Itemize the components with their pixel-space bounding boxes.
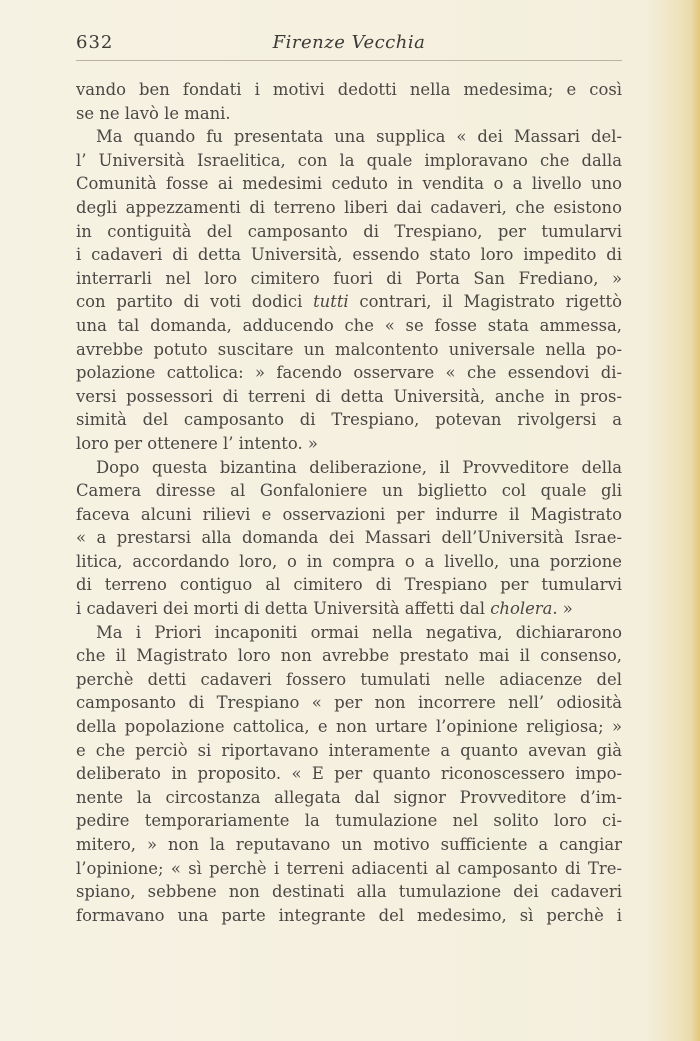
text-line	[76, 361, 622, 385]
paragraph	[76, 78, 622, 125]
text-line	[76, 479, 622, 503]
text-run: mitero, » non la reputavano un motivo sufficiente a cangiar	[76, 835, 622, 854]
text-line	[76, 621, 622, 645]
text-run: interrarli nel loro cimitero fuori di Porta San Frediano, »	[76, 268, 622, 288]
text-line	[76, 503, 622, 527]
text-run: l’opinione; « sì perchè i terreni adiacenti al camposanto di Tre-	[76, 858, 622, 878]
running-title: Firenze Vecchia	[272, 32, 426, 53]
text-line	[76, 526, 622, 550]
text-run: simità del camposanto di Trespiano, potevan rivolgersi a	[76, 410, 622, 430]
text-run: degli appezzamenti di terreno liberi dai cadaveri, che esistono	[76, 197, 622, 217]
text-line	[76, 857, 622, 881]
text-run: loro per ottenere l’ intento. »	[76, 433, 318, 453]
text-line	[76, 456, 622, 480]
text-line	[76, 385, 622, 409]
text-line	[76, 267, 622, 291]
text-run: se ne lavò le mani.	[76, 103, 231, 123]
text-run: Dopo questa bizantina deliberazione, il Provveditore della	[96, 457, 622, 477]
text-run: i cadaveri dei morti di detta Università affetti dal	[76, 599, 491, 619]
text-line	[76, 408, 622, 432]
text-run: avrebbe potuto suscitare un malcontento universale nella po-	[76, 339, 622, 359]
text-line	[76, 644, 622, 668]
text-line	[76, 715, 622, 739]
text-run: perchè detti cadaveri fossero tumulati nelle adiacenze del	[76, 669, 622, 689]
text-run: camposanto di Trespiano « per non incorrere nell’ odiosità	[76, 693, 622, 713]
text-line	[76, 809, 622, 833]
text-line	[76, 691, 622, 715]
paragraph	[76, 621, 622, 928]
text-line	[76, 762, 622, 786]
text-run: nente la circostanza allegata dal signor Provveditore d’im-	[76, 787, 622, 807]
paragraph	[76, 456, 622, 621]
text-run: contrari, il Magistrato rigettò	[348, 292, 622, 312]
text-line	[76, 125, 622, 149]
text-line	[76, 432, 622, 456]
text-run: Ma i Priori incaponiti ormai nella negativa, dichiararono	[96, 622, 622, 642]
text-run: faceva alcuni rilievi e osservazioni per indurre il Magistrato	[76, 504, 622, 524]
text-line	[76, 314, 622, 338]
text-line	[76, 172, 622, 196]
body-text	[76, 78, 622, 927]
text-line	[76, 290, 622, 314]
text-run: di terreno contiguo al cimitero di Trespiano per tumularvi	[76, 575, 622, 595]
text-run: una tal domanda, adducendo che « se fosse stata ammessa,	[76, 315, 622, 335]
text-line	[76, 102, 622, 126]
page-number: 632	[76, 32, 114, 53]
text-run: che il Magistrato loro non avrebbe prestato mai il consenso,	[76, 646, 622, 666]
text-line	[76, 338, 622, 362]
text-run: Comunità fosse ai medesimi ceduto in vendita o a livello uno	[76, 174, 622, 194]
text-line	[76, 196, 622, 220]
text-run: della popolazione cattolica, e non urtare l’opinione religiosa; »	[76, 717, 622, 737]
text-run: Camera diresse al Gonfaloniere un biglietto col quale gli	[76, 481, 622, 501]
text-line	[76, 243, 622, 267]
text-line	[76, 786, 622, 810]
text-run: i cadaveri di detta Università, essendo stato loro impedito di	[76, 245, 622, 265]
text-line	[76, 597, 622, 621]
text-run: pedire temporariamente la tumulazione nel solito loro ci-	[76, 811, 622, 831]
text-run: formavano una parte integrante del medesimo, sì perchè i	[76, 905, 622, 925]
text-line	[76, 833, 622, 857]
text-line	[76, 739, 622, 763]
text-run: l’ Università Israelitica, con la quale imploravano che dalla	[76, 150, 622, 170]
text-run: con partito di voti dodici	[76, 292, 314, 312]
text-run: in contiguità del camposanto di Trespiano, per tumularvi	[76, 221, 622, 241]
text-line	[76, 220, 622, 244]
text-run: polazione cattolica: » facendo osservare « che essendovi di-	[76, 363, 622, 383]
text-line	[76, 550, 622, 574]
text-run: spiano, sebbene non destinati alla tumulazione dei cadaveri	[76, 882, 622, 902]
text-run: litica, accordando loro, o in compra o a livello, una porzione	[76, 551, 622, 571]
text-run: versi possessori di terreni di detta Università, anche in pros-	[76, 386, 622, 406]
text-run: « a prestarsi alla domanda dei Massari dell’Università Israe-	[76, 528, 622, 548]
text-line	[76, 880, 622, 904]
page-edge-shading	[692, 0, 700, 1041]
page-header	[76, 30, 622, 58]
text-line	[76, 904, 622, 928]
text-line	[76, 78, 622, 102]
header-rule	[76, 60, 622, 61]
text-run: . »	[552, 599, 573, 619]
text-run: deliberato in proposito. « E per quanto riconoscessero impo-	[76, 764, 622, 784]
text-line	[76, 149, 622, 173]
paragraph	[76, 125, 622, 455]
text-run: vando ben fondati i motivi dedotti nella medesima; e così	[76, 80, 622, 99]
text-run: e che perciò si riportavano interamente a quanto avevan già	[76, 740, 622, 760]
italic-word: cholera	[490, 599, 553, 619]
italic-word: tutti	[313, 292, 349, 312]
text-run: Ma quando fu presentata una supplica « dei Massari del-	[96, 127, 622, 147]
text-line	[76, 573, 622, 597]
text-line	[76, 668, 622, 692]
